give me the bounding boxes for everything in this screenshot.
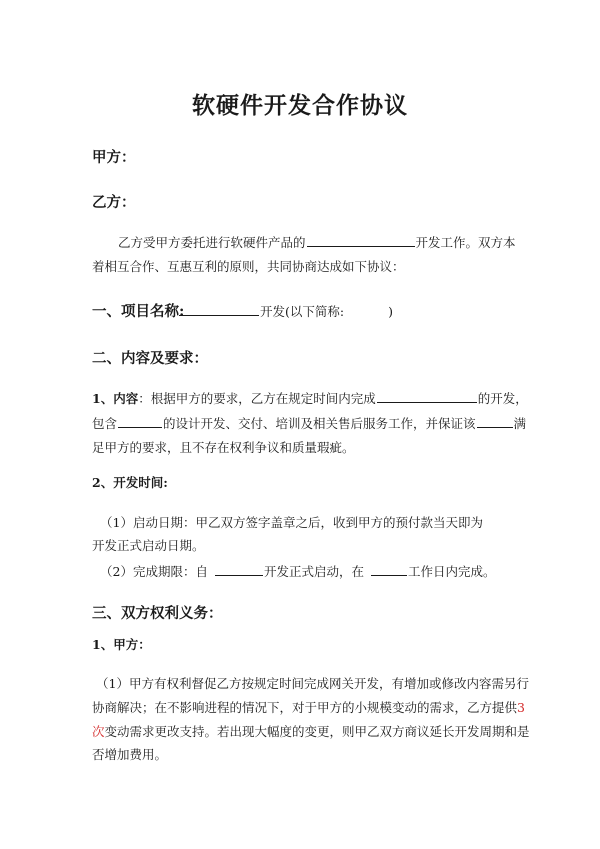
intro-text: 乙方受甲方委托进行软硬件产品的: [118, 235, 306, 250]
dev-time-text: 开发正式启动，在: [263, 564, 364, 579]
content-line-2: [92, 414, 526, 432]
start-item-blank: [215, 562, 263, 576]
content-blank-1: [377, 389, 477, 403]
rights-line-3: [92, 724, 530, 740]
close-paren: ): [388, 304, 393, 319]
content-text: ：根据甲方的要求，乙方在规定时间内完成: [138, 391, 376, 406]
intro-line-1: [118, 233, 516, 251]
content-text: 满: [513, 416, 527, 431]
content-text: 的开发，: [477, 391, 528, 406]
change-count: 3: [517, 700, 525, 715]
content-blank-3: [477, 414, 513, 428]
colon: :: [179, 303, 185, 320]
document-title: 软硬件开发合作协议: [192, 92, 408, 119]
content-label: 1、内容: [92, 391, 139, 406]
intro-line-2: 着相互合作、互惠互利的原则，共同协商达成如下协议：: [92, 259, 405, 274]
section-1-heading: [92, 300, 184, 321]
section-1-line: [178, 302, 393, 320]
workdays-blank: [371, 562, 407, 576]
dev-time-text: 工作日内完成。: [407, 564, 496, 579]
rights-text: 协商解决；在不影响进程的情况下，对于甲方的小规模变动的需求，乙方提供: [92, 700, 518, 715]
section-heading-text: 一、项目名称: [92, 303, 179, 320]
project-suffix: 开发(以下简称:: [260, 304, 345, 319]
intro-text: 开发工作。双方本: [415, 235, 516, 250]
party-a-label: 甲方：: [92, 149, 136, 166]
content-text: 包含: [92, 416, 118, 431]
dev-time-line-3: [100, 562, 496, 580]
content-line-1: [92, 389, 528, 407]
change-unit: 次: [92, 724, 105, 739]
rights-line-2: [92, 700, 525, 716]
dev-time-text: （2）完成期限：自: [100, 564, 208, 579]
party-b-label: 乙方：: [92, 194, 136, 211]
section-2-heading: 二、内容及要求：: [92, 350, 208, 367]
product-name-blank: [307, 233, 415, 247]
content-line-3: 足甲方的要求，且不存在权利争议和质量瑕疵。: [92, 440, 355, 455]
dev-time-line-1: （1）启动日期：甲乙双方签字盖章之后，收到甲方的预付款当天即为: [100, 515, 483, 530]
rights-line-4: 否增加费用。: [92, 747, 168, 762]
content-blank-2: [118, 414, 162, 428]
content-text: 的设计开发、交付、培训及相关售后服务工作，并保证该: [163, 416, 476, 431]
dev-time-heading: 2、开发时间:: [92, 475, 168, 490]
section-3-heading: 三、双方权利义务：: [92, 605, 223, 622]
rights-line-1: （1）甲方有权利督促乙方按规定时间完成网关开发，有增加或修改内容需另行: [96, 676, 529, 691]
rights-text: 变动需求更改支持。若出现大幅度的变更，则甲乙双方商议延长开发周期和是: [104, 724, 530, 739]
party-a-rights-heading: 1、甲方：: [92, 637, 151, 652]
dev-time-line-2: 开发正式启动日期。: [92, 538, 205, 553]
project-name-blank: [179, 302, 259, 316]
